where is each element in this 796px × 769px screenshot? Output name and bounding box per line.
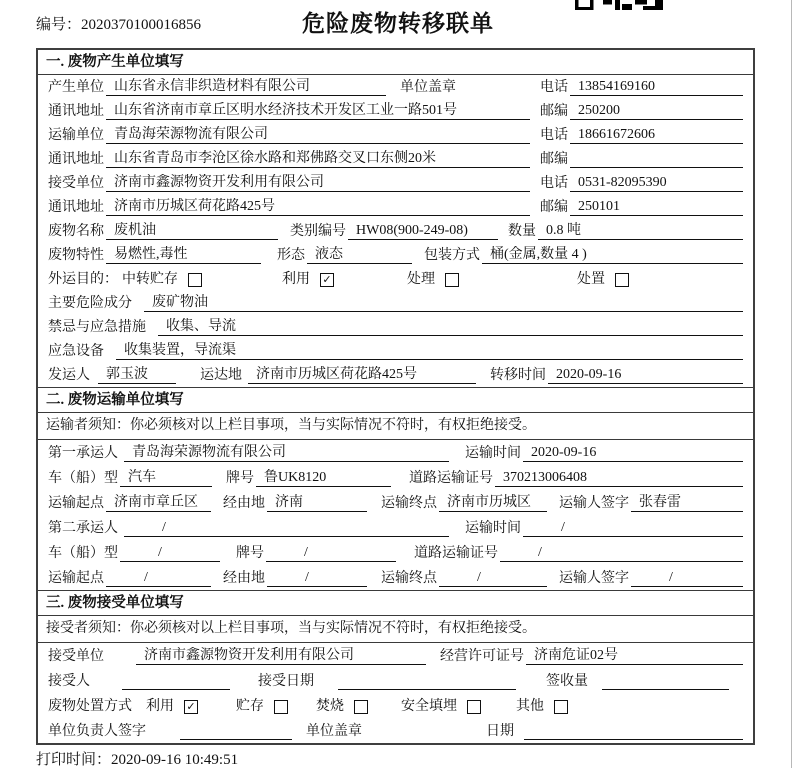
purpose-label: 外运目的： [48,272,118,287]
option-label: 处理 [407,272,435,287]
waste-name-label: 废物名称 [48,224,104,239]
via-label: 经由地 [223,571,265,586]
receiver-unit-field: 济南市鑫源物资开发利用有限公司 [136,647,426,665]
generator-address-field: 山东省济南市章丘区明水经济技术开发区工业一路501号 [106,102,530,120]
disposal-option-storage [234,698,314,715]
transporter-address-field: 山东省青岛市李沧区徐水路和郑佛路交叉口东侧20米 [106,150,530,168]
taboo-field: 收集、导流 [158,318,743,336]
checkbox-icon [615,273,629,287]
phone-label: 电话 [540,128,568,143]
disposal-option-landfill [399,698,514,715]
hazard-field: 废矿物油 [144,294,743,312]
transporter-phone-group [538,126,743,144]
address-label: 通讯地址 [48,152,104,167]
page-title: 危险废物转移联单 [302,11,494,36]
row-transfer-purpose [38,267,753,291]
generator-zip-group [538,102,743,120]
row-route-2 [38,565,753,590]
vehicle1-field: 汽车 [120,469,212,487]
equipment-label: 应急设备 [48,344,104,359]
waste-name-field: 废机油 [106,222,278,240]
date-label: 日期 [486,724,514,739]
acceptor-field [122,673,230,690]
carrier1-field: 青岛海荣源物流有限公司 [124,444,449,462]
destination-label: 运达地 [200,368,242,383]
receiver-name-field: 济南市鑫源物资开发利用有限公司 [106,174,530,192]
serial-value: 2020370100016856 [81,17,202,33]
row-generator-unit [38,75,753,99]
license-label: 经营许可证号 [440,649,524,664]
transfer-time-label: 转移时间 [490,368,546,383]
disposal-option-utilize [144,698,234,715]
plate-label: 牌号 [226,471,254,486]
row-receiver-address [38,195,753,219]
disposal-label: 废物处置方式 [48,699,132,714]
transporter-phone-field: 18661672606 [570,126,743,144]
row-waste-trait [38,243,753,267]
checkbox-icon: ✓ [320,273,334,287]
category-code-field: HW08(900-249-08) [348,222,498,240]
option-label: 中转贮存 [122,272,178,287]
plate1-field: 鲁UK8120 [256,469,391,487]
carrier2-field: / [124,519,449,537]
option-label: 利用 [282,272,310,287]
generator-phone-field: 13854169160 [570,78,743,96]
road-permit1-field: 370213006408 [495,469,743,487]
serial-label: 编号： [36,17,82,33]
checkbox-icon [274,700,288,714]
shipper-label: 发运人 [48,368,90,383]
form-label: 形态 [277,248,305,263]
packaging-label: 包装方式 [424,248,480,263]
manager-sign-label: 单位负责人签字 [48,724,146,739]
trait-label: 废物特性 [48,248,104,263]
destination-field: 济南市历城区荷花路425号 [248,366,476,384]
row-first-carrier [38,440,753,465]
terminus1-field: 济南市历城区 [439,494,547,512]
zip-label: 邮编 [540,200,568,215]
row-manager-signature [38,718,753,743]
address-label: 通讯地址 [48,104,104,119]
purpose-option-treat [405,271,575,288]
zip-label: 邮编 [540,152,568,167]
receiver-unit-label: 接受单位 [48,649,104,664]
transport-time-label: 运输时间 [465,446,521,461]
purpose-option-dispose [575,271,629,288]
disposal-option-incinerate [314,698,399,715]
row-receiver-unit [38,171,753,195]
plate2-field: / [266,544,396,562]
receiver-zip-group [538,198,743,216]
origin-label: 运输起点 [48,496,104,511]
receiver-address-field: 济南市历城区荷花路425号 [106,198,530,216]
unit-seal-label: 单位盖章 [400,80,456,95]
transport-time2-field: / [523,519,743,537]
checkbox-icon [445,273,459,287]
print-time-label: 打印时间： [36,752,112,768]
option-label: 利用 [146,699,174,714]
address-label: 通讯地址 [48,200,104,215]
generator-phone-group [538,78,743,96]
section1-title: 一. 废物产生单位填写 [38,50,753,75]
unit-seal-label: 单位盖章 [306,724,362,739]
carrier1-label: 第一承运人 [48,446,118,461]
option-label: 贮存 [236,699,264,714]
trait-field: 易燃性,毒性 [106,246,261,264]
purpose-option-utilize [280,271,405,288]
transfer-time-field: 2020-09-16 [548,366,743,384]
checkbox-icon [554,700,568,714]
row-vehicle-1 [38,465,753,490]
category-label: 类别编号 [290,224,346,239]
transporter-notice: 运输者须知：你必须核对以上栏目事项，当与实际情况不符时，有权拒绝接受。 [38,413,753,440]
hazard-label: 主要危险成分 [48,296,132,311]
transporter-zip-group [538,151,743,168]
manifest-form-table [36,48,755,745]
row-second-carrier [38,515,753,540]
generator-label: 产生单位 [48,80,104,95]
section-transporter [38,387,753,590]
vehicle-label: 车（船）型 [48,471,118,486]
row-emergency-equipment [38,339,753,363]
origin-label: 运输起点 [48,571,104,586]
origin1-field: 济南市章丘区 [106,494,211,512]
manager-sign-field [180,723,292,740]
acceptor-label: 接受人 [48,674,90,689]
checkbox-icon: ✓ [184,700,198,714]
option-label: 其他 [516,699,544,714]
row-generator-address [38,99,753,123]
road-permit2-field: / [500,544,743,562]
carrier-sign2-field: / [631,569,743,587]
receiver-notice: 接受者须知：你必须核对以上栏目事项，当与实际情况不符时，有权拒绝接受。 [38,616,753,643]
packaging-field: 桶(金属,数量 4 ) [482,246,743,264]
received-qty-field [602,673,729,690]
row-route-1 [38,490,753,515]
received-qty-label: 签收量 [546,674,588,689]
road-permit-label: 道路运输证号 [414,546,498,561]
row-accepting-unit [38,643,753,668]
checkbox-icon [467,700,481,714]
vehicle-label: 车（船）型 [48,546,118,561]
option-label: 安全填埋 [401,699,457,714]
taboo-label: 禁忌与应急措施 [48,320,146,335]
page-right-edge [791,0,792,768]
terminus-label: 运输终点 [381,571,437,586]
receiver-zip-field: 250101 [570,198,743,216]
transporter-label: 运输单位 [48,128,104,143]
accept-date-field [338,673,516,690]
vehicle2-field: / [120,544,220,562]
transport-time1-field: 2020-09-16 [523,444,743,462]
row-taboo-measures [38,315,753,339]
row-transporter-address [38,147,753,171]
generator-zip-field: 250200 [570,102,743,120]
section3-title: 三. 废物接受单位填写 [38,590,753,616]
terminus-label: 运输终点 [381,496,437,511]
plate-label: 牌号 [236,546,264,561]
row-shipper [38,363,753,387]
date-field [524,723,743,740]
quantity-field: 0.8 吨 [538,222,743,240]
receiver-phone-group [538,174,743,192]
section-receiver [38,590,753,743]
transport-time-label: 运输时间 [465,521,521,536]
checkbox-icon [354,700,368,714]
carrier2-label: 第二承运人 [48,521,118,536]
transporter-zip-field [570,151,743,168]
checkbox-icon [188,273,202,287]
carrier-sign-label: 运输人签字 [559,496,629,511]
carrier-sign-label: 运输人签字 [559,571,629,586]
qr-code-icon [575,0,663,10]
shipper-field: 郭玉波 [98,366,176,384]
disposal-option-other [514,698,568,715]
option-label: 处置 [577,272,605,287]
terminus2-field: / [439,569,547,587]
generator-name-field: 山东省永信非织造材料有限公司 [106,78,386,96]
license-field: 济南危证02号 [526,647,743,665]
row-hazard-component [38,291,753,315]
via2-field: / [267,569,367,587]
equipment-field: 收集装置，导流渠 [116,342,743,360]
print-time-value: 2020-09-16 10:49:51 [111,752,239,768]
via1-field: 济南 [267,494,367,512]
carrier-sign1-field: 张春雷 [631,494,743,512]
section-generator [38,50,753,387]
transporter-name-field: 青岛海荣源物流有限公司 [106,126,530,144]
row-waste-name [38,219,753,243]
quantity-label: 数量 [508,224,536,239]
row-acceptor [38,668,753,693]
print-time-line [36,748,238,769]
row-transporter-unit [38,123,753,147]
form-field: 液态 [307,246,412,264]
purpose-option-storage [120,271,280,288]
document-header [0,0,796,46]
via-label: 经由地 [223,496,265,511]
phone-label: 电话 [540,176,568,191]
accept-date-label: 接受日期 [258,674,314,689]
row-vehicle-2 [38,540,753,565]
receiver-label: 接受单位 [48,176,104,191]
phone-label: 电话 [540,80,568,95]
section2-title: 二. 废物运输单位填写 [38,387,753,413]
receiver-phone-field: 0531-82095390 [570,174,743,192]
option-label: 焚烧 [316,699,344,714]
zip-label: 邮编 [540,104,568,119]
road-permit-label: 道路运输证号 [409,471,493,486]
row-disposal-method [38,693,753,718]
origin2-field: / [106,569,211,587]
